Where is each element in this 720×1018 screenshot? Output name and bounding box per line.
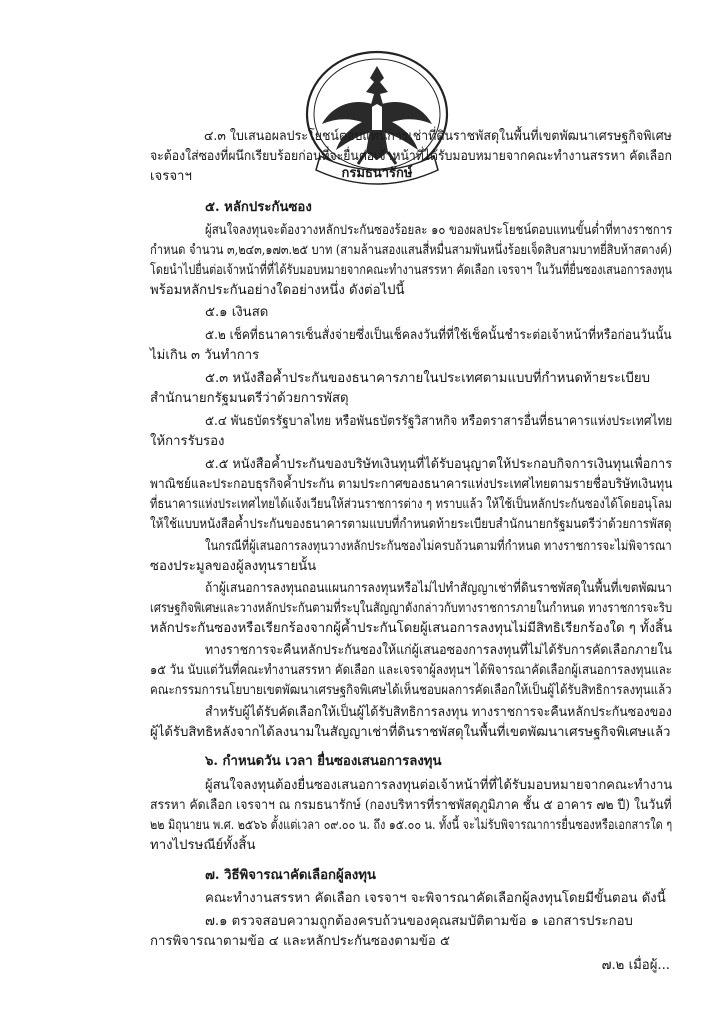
refund-line-2: ๑๕ วัน นับแต่วันที่คณะทำงานสรรหา คัดเลือก และเจรจาผู้ลงทุนฯ ได้พิจารณาคัดเลือกผู้เสนอการลงทุนและ <box>150 663 672 678</box>
section-5-line-1: ผู้สนใจลงทุนจะต้องวางหลักประกันซองร้อยละ ๑๐ ของผลประโยชน์ตอบแทนขั้นต่ำที่ทางราชการ <box>205 223 673 238</box>
section-6-line-4: ทางไปรษณีย์ทั้งสิ้น <box>150 838 256 853</box>
section-5-line-3: โดยนำไปยื่นต่อเจ้าหน้าที่ที่ได้รับมอบหมายจากคณะทำงานสรรหา คัดเลือก เจรจาฯ ในวันที่ยื่นซองเสนอการลงทุน <box>150 263 673 278</box>
selected-refund-line-1: สำหรับผู้ได้รับคัดเลือกให้เป็นผู้ได้รับสิทธิการลงทุน ทางราชการจะคืนหลักประกันซองของ <box>205 705 672 720</box>
withdrawal-line-2: เศรษฐกิจพิเศษและวางหลักประกันตามที่ระบุในสัญญาดังกล่าวกับทางราชการภายในกำหนด ทางราชการจะริบ <box>150 601 673 616</box>
item-5-5-line-3: ที่ธนาคารแห่งประเทศไทยได้แจ้งเวียนให้ส่วนราชการต่าง ๆ ทราบแล้ว ให้ใช้เป็นหลักประกันซองได้โดยอนุโลม <box>150 497 673 512</box>
withdrawal-line-1: ถ้าผู้เสนอการลงทุนถอนแผนการลงทุนหรือไม่ไปทำสัญญาเช่าที่ดินราชพัสดุในพื้นที่เขตพัฒนา <box>205 581 672 596</box>
item-5-4-line-2: ให้การรับรอง <box>150 434 225 449</box>
garuda-seal-icon <box>292 48 462 188</box>
section-5-line-2: กำหนด จำนวน ๓,๒๔๓,๑๗๓.๒๕ บาท (สามล้านสองแสนสี่หมื่นสามพันหนึ่งร้อยเจ็ดสิบสามบาทยี่สิบห้าสตางค์) <box>150 243 673 258</box>
item-5-5-line-2: พาณิชย์และประกอบธุรกิจค้ำประกัน ตามประกาศของธนาคารแห่งประเทศไทยตามรายชื่อบริษัทเงินทุน <box>150 477 673 492</box>
item-5-3-line-2: สำนักนายกรัฐมนตรีว่าด้วยการพัสดุ <box>150 391 349 406</box>
section-6-line-3: ๒๒ มิถุนายน พ.ศ. ๒๕๖๖ ตั้งแต่เวลา ๐๙.๐๐ น. ถึง ๑๕.๐๐ น. ทั้งนี้ จะไม่รับพิจารณาการยื่นซองหรือเอกสารใด ๆ <box>150 818 673 833</box>
section-5-heading: ๕. หลักประกันซอง <box>205 200 312 215</box>
section-7-intro: คณะทำงานสรรหา คัดเลือก เจรจาฯ จะพิจารณาคัดเลือกผู้ลงทุนโดยมีขั้นตอน ดังนี้ <box>205 891 666 906</box>
incomplete-guarantee-line-2: ซองประมูลของผู้ลงทุนรายนั้น <box>150 559 317 574</box>
item-5-4-line-1: ๕.๔ พันธบัตรรัฐบาลไทย หรือพันธบัตรรัฐวิสาหกิจ หรือตราสารอื่นที่ธนาคารแห่งประเทศไทย <box>205 414 673 429</box>
item-5-1: ๕.๑ เงินสด <box>205 305 269 320</box>
item-5-3-line-1: ๕.๓ หนังสือค้ำประกันของธนาคารภายในประเทศตามแบบที่กำหนดท้ายระเบียบ <box>205 371 651 386</box>
section-7-heading: ๗. วิธีพิจารณาคัดเลือกผู้ลงทุน <box>205 868 376 883</box>
para-4-3-line-3: เจรจาฯ <box>150 169 192 184</box>
section-6-line-1: ผู้สนใจลงทุนต้องยื่นซองเสนอการลงทุนต่อเจ้าหน้าที่ที่ได้รับมอบหมายจากคณะทำงาน <box>205 778 673 793</box>
item-7-1-line-2: การพิจารณาตามข้อ ๔ และหลักประกันซองตามข้อ ๕ <box>150 934 451 949</box>
withdrawal-line-3: หลักประกันซองหรือเรียกร้องจากผู้ค้ำประกันโดยผู้เสนอการลงทุนไม่มีสิทธิเรียกร้องใด ๆ ทั้งสิ้น <box>150 621 673 636</box>
para-4-3-line-1: ๔.๓ ใบเสนอผลประโยชน์ตอบแทนการเช่าที่ดินราชพัสดุในพื้นที่เขตพัฒนาเศรษฐกิจพิเศษ <box>204 129 672 144</box>
item-5-2-line-1: ๕.๒ เช็คที่ธนาคารเซ็นสั่งจ่ายซึ่งเป็นเช็คลงวันที่ที่ใช้เช็คนั้นชำระต่อเจ้าหน้าที่หรือก่อนวันนั้น <box>205 328 672 343</box>
selected-refund-line-2: ผู้ได้รับสิทธิหลังจากได้ลงนามในสัญญาเช่าที่ดินราชพัสดุในพื้นที่เขตพัฒนาเศรษฐกิจพิเศษแล้ว <box>150 725 671 740</box>
section-5-line-4: พร้อมหลักประกันอย่างใดอย่างหนึ่ง ดังต่อไปนี้ <box>150 283 405 298</box>
item-7-1-line-1: ๗.๑ ตรวจสอบความถูกต้องครบถ้วนของคุณสมบัติตามข้อ ๑ เอกสารประกอบ <box>205 914 633 929</box>
section-6-line-2: สรรหา คัดเลือก เจรจาฯ ณ กรมธนารักษ์ (กองบริหารที่ราชพัสดุภูมิภาค ชั้น ๕ อาคาร ๗๒ ปี) ในวันที่ <box>150 798 672 813</box>
item-5-2-line-2: ไม่เกิน ๓ วันทำการ <box>150 348 260 363</box>
incomplete-guarantee-line-1: ในกรณีที่ผู้เสนอการลงทุนวางหลักประกันซองไม่ครบถ้วนตามที่กำหนด ทางราชการจะไม่พิจารณา <box>205 539 672 554</box>
refund-line-3: คณะกรรมการนโยบายเขตพัฒนาเศรษฐกิจพิเศษได้เห็นชอบผลการคัดเลือกให้เป็นผู้ได้รับสิทธิการลงทุนแล้ว <box>150 683 672 698</box>
item-5-5-line-4: ให้ใช้แบบหนังสือค้ำประกันของธนาคารตามแบบที่กำหนดท้ายระเบียบสำนักนายกรัฐมนตรีว่าด้วยการพัสดุ <box>150 517 672 532</box>
para-4-3-line-2: จะต้องใส่ซองที่ผนึกเรียบร้อยก่อนที่จะยื่นต่อเจ้าหน้าที่ได้รับมอบหมายจากคณะทำงานสรรหา คัดเลือก <box>150 149 672 164</box>
continuation-marker: ๗.๒ เมื่อผู้... <box>601 958 670 973</box>
section-6-heading: ๖. กำหนดวัน เวลา ยื่นซองเสนอการลงทุน <box>205 754 442 769</box>
item-5-5-line-1: ๕.๕ หนังสือค้ำประกันของบริษัทเงินทุนที่ได้รับอนุญาตให้ประกอบกิจการเงินทุนเพื่อการ <box>205 457 673 472</box>
refund-line-1: ทางราชการจะคืนหลักประกันซองให้แก่ผู้เสนอซองการลงทุนที่ไม่ได้รับการคัดเลือกภายใน <box>205 643 672 658</box>
seal-text: กรมธนารักษ์ <box>341 166 413 181</box>
